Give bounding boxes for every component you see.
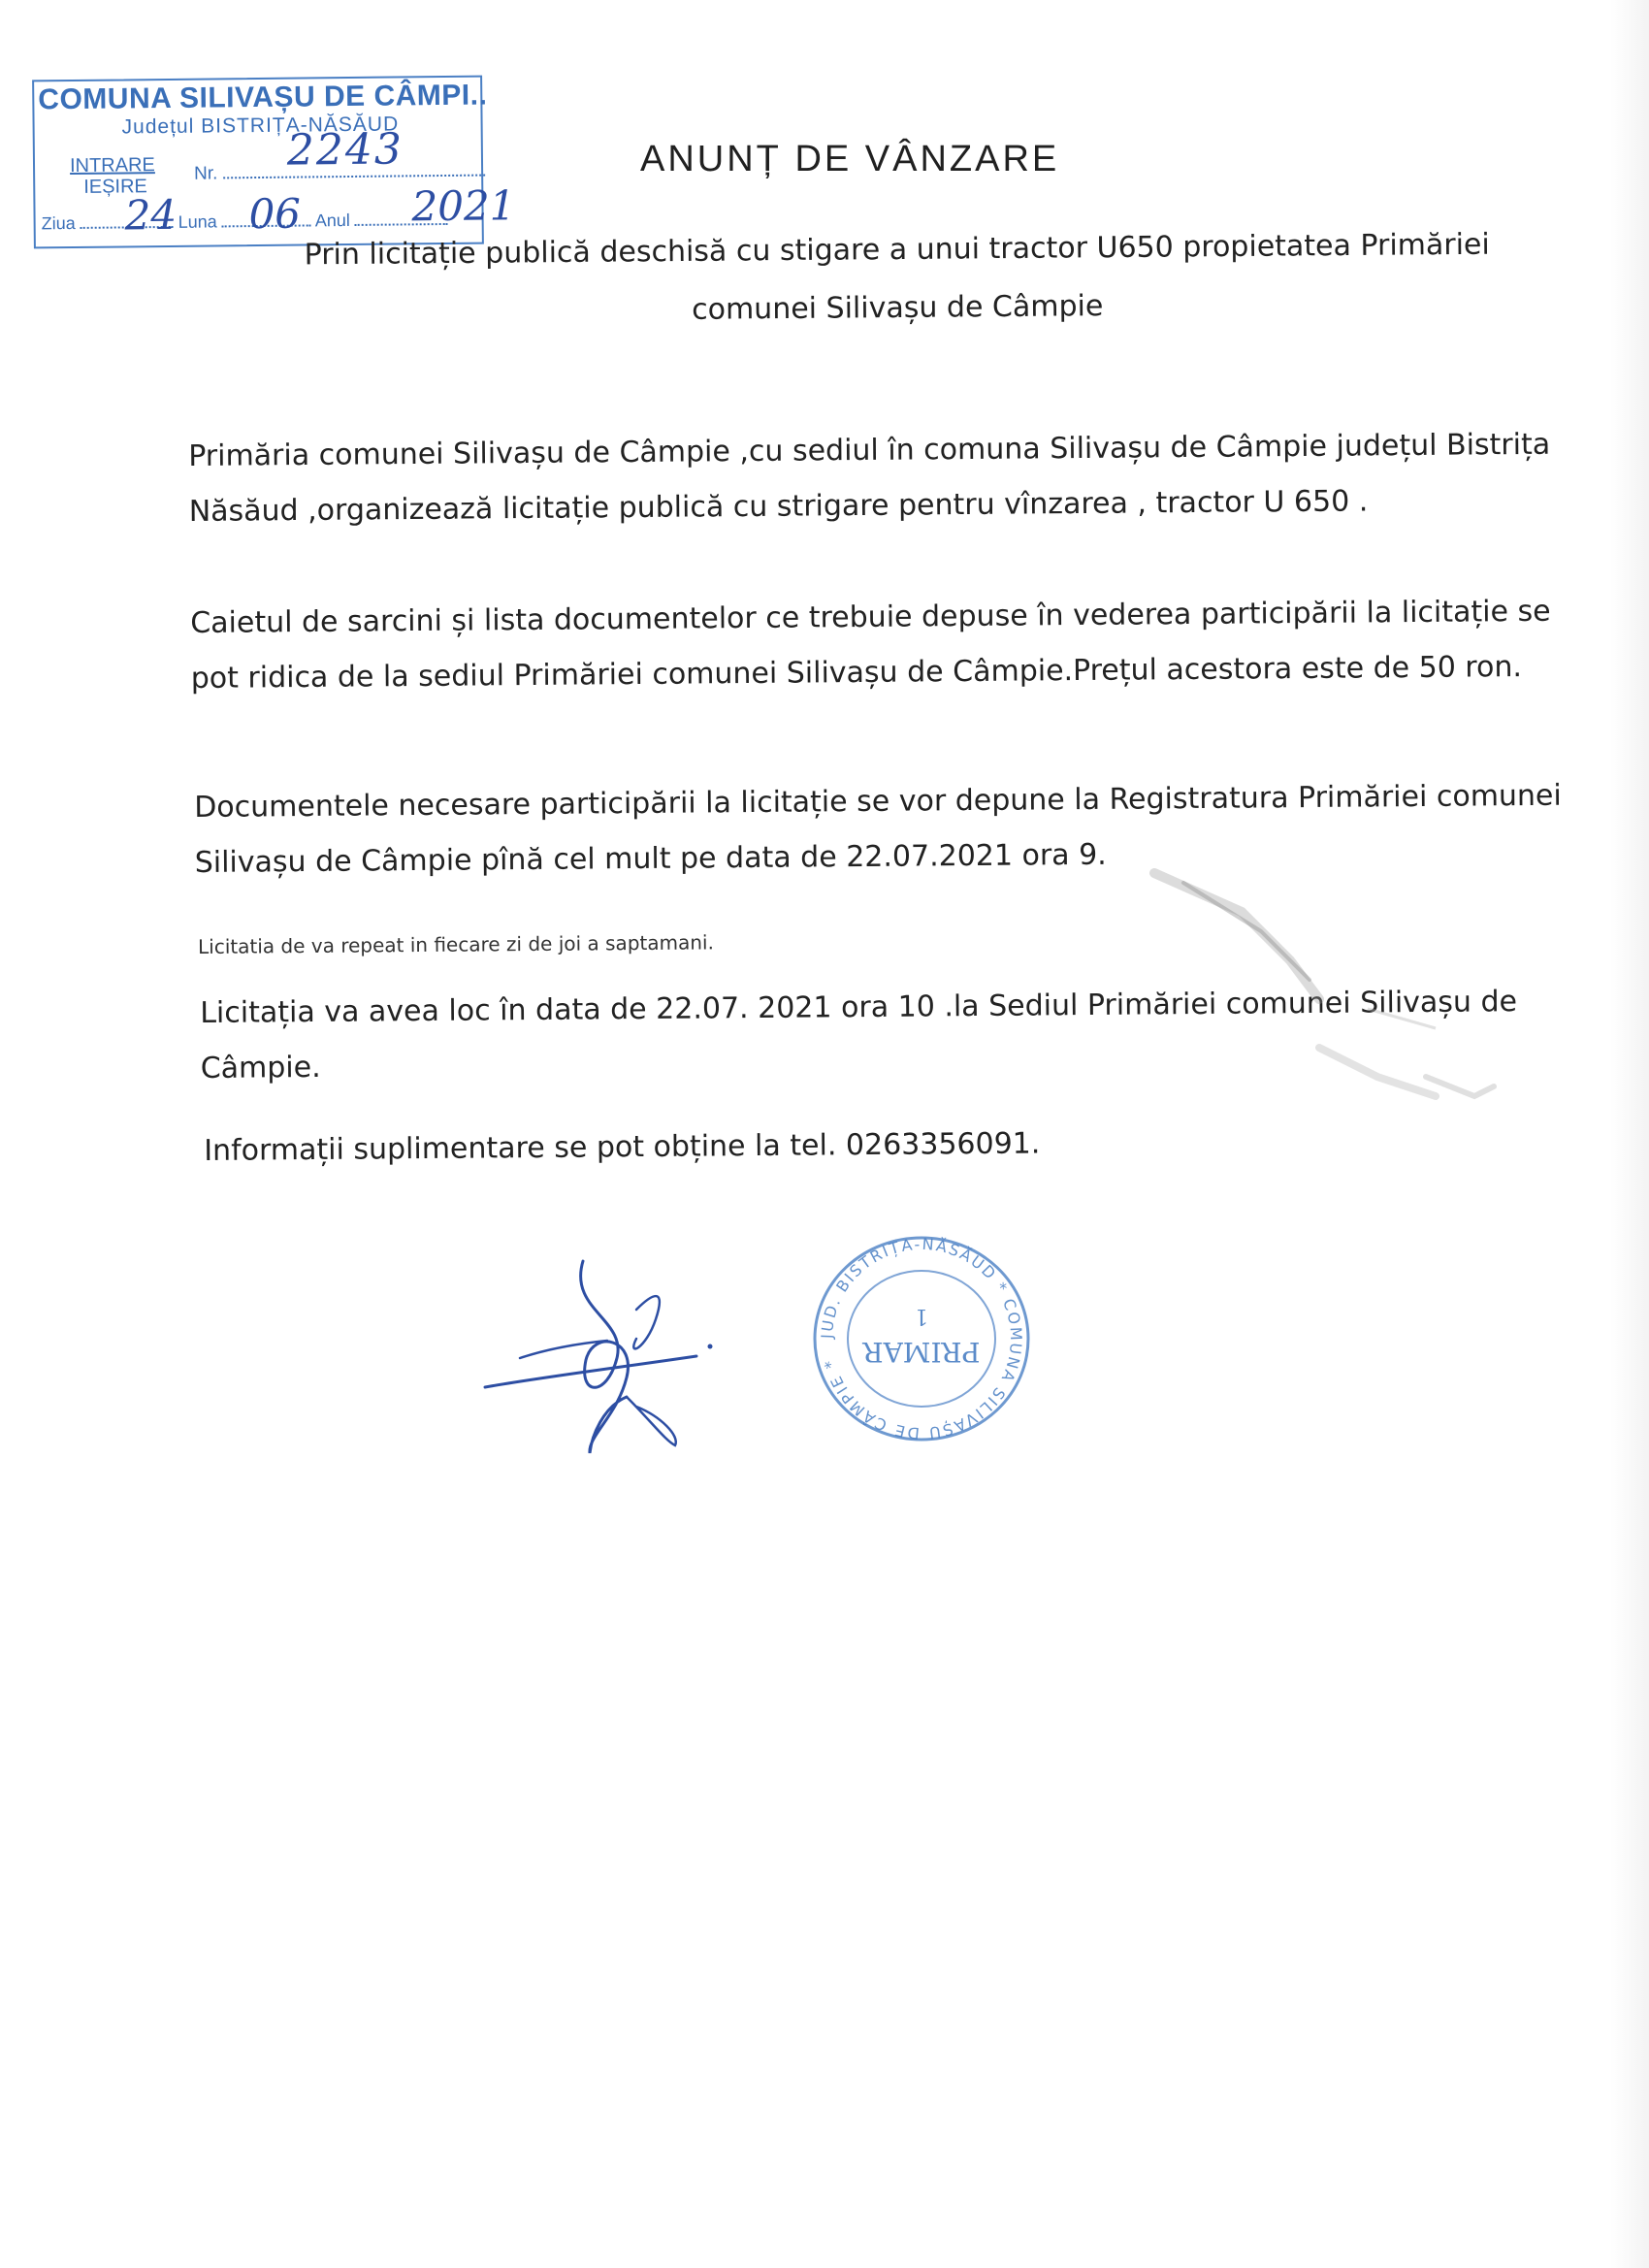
- stamp-county: Județul BISTRIȚA-NĂSĂUD: [121, 113, 400, 139]
- stamp-exit-label: IEȘIRE: [83, 176, 147, 198]
- stamp-month-label: Luna: [178, 211, 217, 232]
- seal-center-number: 1: [915, 1304, 928, 1328]
- scan-edge-shadow: [1610, 0, 1649, 2268]
- stamp-year-handwritten: 2021: [411, 181, 516, 231]
- subtitle-line-1: Prin licitație publică deschisă cu stigare a unui tractor U650 propietatea Primăriei: [304, 227, 1490, 273]
- stamp-day-handwritten: 24: [124, 190, 178, 240]
- stamp-number-handwritten: 2243: [286, 124, 404, 176]
- seal-center-text: PRIMAR: [862, 1336, 981, 1368]
- scan-smudge: [1125, 854, 1513, 1125]
- round-seal: [795, 1222, 1048, 1455]
- seal-ring-text: JUD. BISTRIȚA-NĂSĂUD * COMUNA SILIVAȘU DE CÂMPIE *: [817, 1234, 1026, 1443]
- paragraph-organizer: Primăria comunei Silivașu de Câmpie ,cu sediul în comuna Silivașu de Câmpie județul Bistrița Năsăud ,organizează licitație publică cu strigare pentru vînzarea , tractor U 650 .: [188, 427, 1551, 529]
- paragraph-specifications: Caietul de sarcini și lista documentelor ce trebuie depuse în vederea participării la licitație se pot ridica de la sediul Primăriei comunei Silivașu de Câmpie.Prețul acestora este de 50 ron.: [190, 594, 1551, 696]
- paragraph-contact: Informații suplimentare se pot obține la tel. 0263356091.: [204, 1126, 1041, 1168]
- stamp-year-label: Anul: [314, 211, 350, 231]
- paragraph-auction-date: Licitația va avea loc în data de 22.07. 2021 ora 10 .la Sediul Primăriei comunei Silivașu de Câmpie.: [200, 985, 1518, 1085]
- document-subtitle: [247, 215, 1548, 343]
- stamp-entry-label: INTRARE: [69, 154, 155, 178]
- paragraph-submission: Documentele necesare participării la licitație se vor depune la Registratura Primăriei comunei Silivașu de Câmpie pînă cel mult pe data de 22.07.2021 ora 9.: [194, 778, 1562, 880]
- stamp-commune-name: COMUNA SILIVAȘU DE CÂMPI..: [38, 79, 488, 116]
- stamp-month-handwritten: 06: [248, 189, 302, 239]
- subtitle-line-2: comunei Silivașu de Câmpie: [692, 289, 1104, 327]
- signature: [481, 1251, 733, 1465]
- registration-stamp: [32, 76, 516, 249]
- stamp-number-label: Nr.: [194, 163, 218, 184]
- document-title: ANUNȚ DE VÂNZARE: [640, 139, 1060, 179]
- repeat-note: Licitatia de va repeat in fiecare zi de joi a saptamani.: [198, 930, 714, 958]
- stamp-day-label: Ziua: [41, 212, 76, 234]
